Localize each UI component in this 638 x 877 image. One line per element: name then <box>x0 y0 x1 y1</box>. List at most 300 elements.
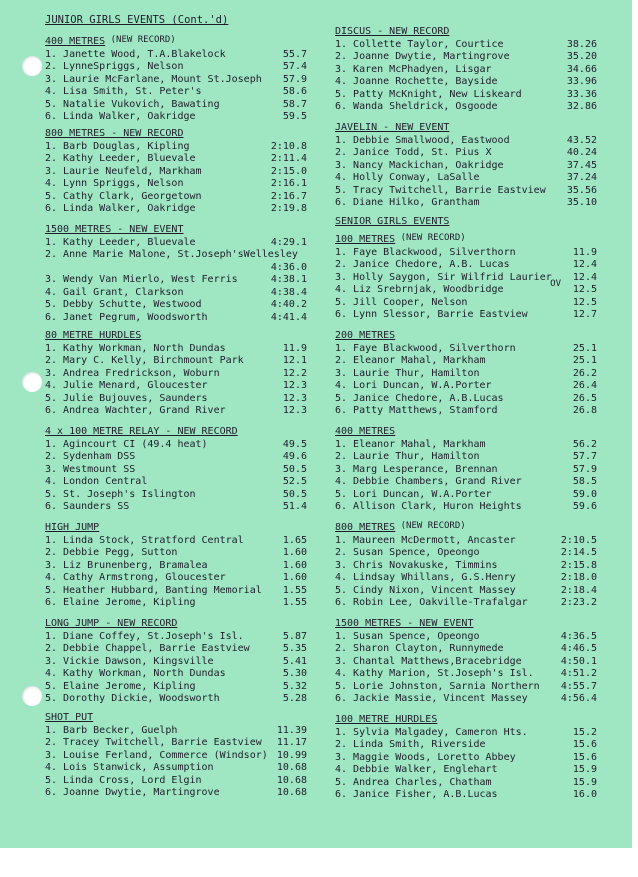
result-row <box>335 560 597 573</box>
event-title-text: DISCUS - NEW RECORD <box>335 26 450 37</box>
competitor-name: 1. Linda Stock, Stratford Central <box>45 534 244 546</box>
result-row <box>335 451 597 464</box>
event-title-text: 800 METRES <box>335 522 396 533</box>
result-row <box>45 597 307 610</box>
event-title-text: 1500 METRES - NEW EVENT <box>335 618 474 629</box>
result-row <box>335 39 597 52</box>
result-row <box>335 284 597 297</box>
result-mark: 12.4 <box>572 259 597 270</box>
competitor-name: 5. Lori Duncan, W.A.Porter <box>335 488 492 500</box>
competitor-name: 1. Kathy Workman, North Dundas <box>45 342 226 354</box>
result-row <box>45 572 307 585</box>
event-title-text: 400 METRES <box>335 426 396 437</box>
event-title-text: 400 METRES <box>45 36 106 47</box>
result-row <box>45 476 307 489</box>
competitor-name: 1. Susan Spence, Opeongo <box>335 630 480 642</box>
competitor-name: 5. Andrea Charles, Chatham <box>335 776 492 788</box>
competitor-name: 2. Joanne Dwytie, Martingrove <box>335 51 510 62</box>
result-mark: 10.68 <box>276 774 307 786</box>
competitor-name: 1. Collette Taylor, Courtice <box>335 38 504 50</box>
result-row <box>45 656 307 669</box>
result-row <box>45 203 307 216</box>
event-title-text: 4 x 100 METRE RELAY - NEW RECORD <box>45 426 238 437</box>
result-mark: 2:11.4 <box>270 153 307 164</box>
result-row <box>335 547 597 560</box>
result-row <box>335 393 597 406</box>
event-title-text: 200 METRES <box>335 330 396 341</box>
result-mark: 10.68 <box>276 762 307 773</box>
result-row <box>335 197 597 210</box>
result-mark: 4:55.7 <box>560 680 597 692</box>
result-row <box>335 160 597 173</box>
competitor-name: 6. Wanda Sheldrick, Osgoode <box>335 101 498 112</box>
result-mark: 10.99 <box>276 749 307 761</box>
result-row <box>45 166 307 179</box>
result-mark: 11.9 <box>282 342 307 354</box>
competitor-name: 3. Laurie McFarlane, Mount St.Joseph <box>45 73 262 85</box>
result-row <box>45 725 307 738</box>
event-title-text: 100 METRES <box>335 234 396 245</box>
result-row <box>45 405 307 418</box>
result-row <box>45 631 307 644</box>
result-mark: 5.30 <box>282 668 307 679</box>
result-row <box>335 476 597 489</box>
result-row <box>335 355 597 368</box>
result-row <box>45 61 307 74</box>
result-mark: 43.52 <box>566 134 597 146</box>
event-section <box>335 330 597 418</box>
result-mark: 16.0 <box>572 789 597 800</box>
result-row <box>335 147 597 160</box>
competitor-name: 4. Lindsay Whillans, G.S.Henry <box>335 572 516 583</box>
event-title <box>335 330 597 343</box>
competitor-name: 1. Diane Coffey, St.Joseph's Isl. <box>45 630 244 642</box>
competitor-name: 6. Andrea Wachter, Grand River <box>45 405 226 416</box>
competitor-name: 4. Kathy Marion, St.Joseph's Isl. <box>335 668 534 679</box>
competitor-name: 6. Janet Pegrum, Woodsworth <box>45 311 208 323</box>
result-mark: 11.9 <box>572 246 597 258</box>
competitor-name: 5. Dorothy Dickie, Woodsworth <box>45 693 220 704</box>
result-mark: 4:38.1 <box>270 274 307 285</box>
page-title: JUNIOR GIRLS EVENTS (Cont.'d) <box>45 14 229 26</box>
result-mark: 37.24 <box>566 172 597 183</box>
competitor-name: 3. Nancy Mackichan, Oakridge <box>335 159 504 171</box>
competitor-name: 5. Tracy Twitchell, Barrie Eastview <box>335 184 546 196</box>
result-mark: 59.6 <box>572 501 597 512</box>
result-row <box>335 101 597 114</box>
competitor-name: 1. Sylvia Malgadey, Cameron Hts. <box>335 726 528 738</box>
competitor-name: 6. Diane Hilko, Grantham <box>335 197 480 208</box>
event-title <box>45 618 307 631</box>
result-row <box>45 643 307 656</box>
competitor-name: 3. Karen McPhadyen, Lisgar <box>335 63 492 75</box>
result-row <box>335 439 597 452</box>
competitor-name: 4. Lisa Smith, St. Peter's <box>45 86 202 97</box>
result-mark: 40.24 <box>566 147 597 158</box>
competitor-name: 4. Gail Grant, Clarkson <box>45 286 184 298</box>
result-row <box>45 451 307 464</box>
competitor-name: 3. Vickie Dawson, Kingsville <box>45 655 214 667</box>
result-mark: 2:10.8 <box>270 140 307 152</box>
result-mark: 59.5 <box>282 111 307 122</box>
competitor-name: 2. Janice Todd, St. Pius X <box>335 147 492 158</box>
result-row <box>45 489 307 502</box>
event-title <box>45 522 307 535</box>
result-row <box>335 501 597 514</box>
record-note: (NEW RECORD) <box>395 521 466 531</box>
competitor-name: 5. Heather Hubbard, Banting Memorial <box>45 584 262 596</box>
result-row <box>335 297 597 310</box>
result-row <box>45 237 307 250</box>
result-mark: 26.2 <box>572 367 597 379</box>
result-mark: 12.3 <box>282 405 307 416</box>
result-row <box>335 309 597 322</box>
competitor-name: 3. Liz Brunenberg, Bramalea <box>45 559 208 571</box>
result-mark: 1.60 <box>282 559 307 571</box>
result-row <box>45 393 307 406</box>
competitor-name: 1. Janette Wood, T.A.Blakelock <box>45 48 226 60</box>
result-mark: 52.5 <box>282 476 307 487</box>
result-mark: 2:18.4 <box>560 584 597 596</box>
result-mark: 5.87 <box>282 630 307 642</box>
result-row <box>45 535 307 548</box>
result-mark: 1.60 <box>282 572 307 583</box>
event-title <box>45 712 307 725</box>
result-row <box>45 737 307 750</box>
competitor-name: 6. Patty Matthews, Stamford <box>335 405 498 416</box>
result-mark: 26.8 <box>572 405 597 416</box>
result-mark: 4:40.2 <box>270 299 307 310</box>
competitor-name: 2. Eleanor Mahal, Markham <box>335 355 486 366</box>
event-title-text: JAVELIN - NEW EVENT <box>335 122 450 133</box>
competitor-name: 3. Marg Lesperance, Brennan <box>335 463 498 475</box>
result-row <box>335 656 597 669</box>
event-title-text: SENIOR GIRLS EVENTS <box>335 216 450 227</box>
result-row <box>335 739 597 752</box>
result-row <box>45 668 307 681</box>
result-mark: 12.7 <box>572 309 597 320</box>
result-row <box>335 585 597 598</box>
event-title-text: 80 METRE HURDLES <box>45 330 142 341</box>
event-title <box>45 426 307 439</box>
result-mark: 2:23.2 <box>560 597 597 608</box>
competitor-name: 3. Andrea Fredrickson, Woburn <box>45 367 220 379</box>
event-title-text: 1500 METRES - NEW EVENT <box>45 224 184 235</box>
result-mark: 11.39 <box>276 724 307 736</box>
competitor-name: 3. Wendy Van Mierlo, West Ferris <box>45 274 238 285</box>
result-mark: 15.6 <box>572 751 597 763</box>
result-mark: 57.9 <box>572 463 597 475</box>
event-section <box>45 618 307 706</box>
result-mark: 26.5 <box>572 392 597 404</box>
result-mark: 57.7 <box>572 451 597 462</box>
competitor-name: 2. Kathy Leeder, Bluevale <box>45 153 196 164</box>
result-mark: 49.6 <box>282 451 307 462</box>
result-mark: 4:50.1 <box>560 655 597 667</box>
result-row <box>45 262 307 275</box>
row-note: OV <box>550 278 561 289</box>
result-mark: 15.6 <box>572 739 597 750</box>
result-mark: 5.32 <box>282 680 307 692</box>
competitor-name: 1. Maureen McDermott, Ancaster <box>335 534 516 546</box>
result-row <box>45 153 307 166</box>
result-mark: 5.35 <box>282 643 307 654</box>
competitor-name: 3. Laurie Neufeld, Markham <box>45 165 202 177</box>
result-mark: 4:36.0 <box>270 261 307 273</box>
result-row <box>335 681 597 694</box>
result-row <box>45 299 307 312</box>
result-mark: 49.5 <box>282 438 307 450</box>
result-row <box>335 89 597 102</box>
result-mark: 12.5 <box>572 284 597 295</box>
result-row <box>335 135 597 148</box>
result-row <box>45 355 307 368</box>
result-row <box>335 259 597 272</box>
event-title-text: HIGH JUMP <box>45 522 100 533</box>
result-row <box>335 572 597 585</box>
result-row <box>335 464 597 477</box>
competitor-name: 5. St. Joseph's Islington <box>45 488 196 500</box>
result-row <box>45 439 307 452</box>
result-row <box>45 178 307 191</box>
result-row <box>45 380 307 393</box>
competitor-name: 5. Cathy Clark, Georgetown <box>45 190 202 202</box>
result-mark: 25.1 <box>572 342 597 354</box>
result-mark: 55.7 <box>282 48 307 60</box>
competitor-name: 5. Lorie Johnston, Sarnia Northern <box>335 680 540 692</box>
result-mark: 56.2 <box>572 438 597 450</box>
competitor-name: 6. Saunders SS <box>45 501 130 512</box>
result-row <box>45 86 307 99</box>
result-mark: 51.4 <box>282 501 307 512</box>
group-heading <box>335 216 597 229</box>
result-row <box>335 727 597 740</box>
result-row <box>45 750 307 763</box>
result-mark: 38.26 <box>566 38 597 50</box>
result-mark: 2:16.1 <box>270 178 307 189</box>
result-row <box>335 247 597 260</box>
event-title <box>335 618 597 631</box>
event-section <box>335 216 597 229</box>
event-section <box>335 426 597 514</box>
competitor-name: 3. Westmount SS <box>45 463 136 475</box>
result-row <box>335 271 597 289</box>
competitor-name: 2. LynneSpriggs, Nelson <box>45 61 184 72</box>
result-row <box>45 274 307 287</box>
competitor-name: 5. Julie Bujouves, Saunders <box>45 392 208 404</box>
result-mark: 12.1 <box>282 355 307 366</box>
record-note: (NEW RECORD) <box>395 233 466 243</box>
competitor-name: 5. Elaine Jerome, Kipling <box>45 680 196 692</box>
result-mark: 35.56 <box>566 184 597 196</box>
event-section <box>45 330 307 418</box>
result-mark: 25.1 <box>572 355 597 366</box>
result-row <box>45 99 307 112</box>
event-title <box>45 224 307 237</box>
competitor-name: 6. Lynn Slessor, Barrie Eastview <box>335 309 528 320</box>
punch-hole <box>22 56 42 76</box>
event-section <box>335 122 597 210</box>
result-mark: 58.5 <box>572 476 597 487</box>
result-mark: 4:46.5 <box>560 643 597 654</box>
event-section <box>45 36 307 124</box>
event-title <box>45 128 307 141</box>
result-row <box>335 172 597 185</box>
result-mark: 1.65 <box>282 534 307 546</box>
event-section <box>335 522 597 610</box>
result-mark: 12.3 <box>282 392 307 404</box>
result-row <box>45 141 307 154</box>
event-section <box>45 712 307 800</box>
competitor-name: 4. Holly Conway, LaSalle <box>335 172 480 183</box>
result-row <box>335 764 597 777</box>
result-mark: 58.7 <box>282 98 307 110</box>
competitor-name: 2. Laurie Thur, Hamilton <box>335 451 480 462</box>
competitor-name: 5. Janice Chedore, A.B.Lucas <box>335 392 504 404</box>
result-row <box>335 597 597 610</box>
competitor-name: 6. Joanne Dwytie, Martingrove <box>45 787 220 798</box>
competitor-name: 3. Chantal Matthews,Bracebridge <box>335 655 522 667</box>
result-mark: 2:10.5 <box>560 534 597 546</box>
result-row <box>45 464 307 477</box>
event-section <box>45 522 307 610</box>
competitor-name: 2. Linda Smith, Riverside <box>335 739 486 750</box>
result-row <box>335 489 597 502</box>
competitor-name: 6. Elaine Jerome, Kipling <box>45 597 196 608</box>
event-title-text: 800 METRES - NEW RECORD <box>45 128 184 139</box>
punch-hole <box>22 686 42 706</box>
competitor-name: 3. Maggie Woods, Loretto Abbey <box>335 751 516 763</box>
result-mark: 4:29.1 <box>270 236 307 248</box>
result-mark: 12.2 <box>282 367 307 379</box>
competitor-name: 6. Linda Walker, Oakridge <box>45 203 196 214</box>
competitor-name: 1. Debbie Smallwood, Eastwood <box>335 134 510 146</box>
result-row <box>45 787 307 800</box>
result-row <box>335 380 597 393</box>
event-title <box>335 122 597 135</box>
competitor-name: 4. Julie Menard, Gloucester <box>45 380 208 391</box>
competitor-name: 3. Holly Saygon, Sir Wilfrid Laurier <box>335 271 552 283</box>
result-mark: 11.17 <box>276 737 307 748</box>
competitor-name: 5. Jill Cooper, Nelson <box>335 296 468 308</box>
event-title <box>335 426 597 439</box>
competitor-name: 4. Debbie Walker, Englehart <box>335 764 498 775</box>
competitor-name: 1. Faye Blackwood, Silverthorn <box>335 342 516 354</box>
result-mark: 1.55 <box>282 597 307 608</box>
competitor-name: 6. Janice Fisher, A.B.Lucas <box>335 789 498 800</box>
punch-hole <box>22 372 42 392</box>
result-mark: 2:19.8 <box>270 203 307 214</box>
result-row <box>335 343 597 356</box>
competitor-name: 3. Laurie Thur, Hamilton <box>335 367 480 379</box>
result-row <box>335 752 597 765</box>
result-row <box>335 405 597 418</box>
event-section <box>45 224 307 324</box>
competitor-name: 4. Liz Srebrnjak, Woodbridge <box>335 284 504 295</box>
competitor-name: 4. Lois Stanwick, Assumption <box>45 762 214 773</box>
event-title <box>335 234 597 247</box>
result-row <box>45 762 307 775</box>
result-row <box>45 775 307 788</box>
competitor-name: 2. Tracey Twitchell, Barrie Eastview <box>45 737 262 748</box>
competitor-name: 1. Faye Blackwood, Silverthorn <box>335 246 516 258</box>
competitor-name: 2. Susan Spence, Opeongo <box>335 547 480 558</box>
result-mark: 12.3 <box>282 380 307 391</box>
result-mark: 59.0 <box>572 488 597 500</box>
competitor-name: 4. Debbie Chambers, Grand River <box>335 476 522 487</box>
result-mark: 50.5 <box>282 463 307 475</box>
result-mark: 2:14.5 <box>560 547 597 558</box>
record-note: (NEW RECORD) <box>105 35 176 45</box>
result-mark: 57.9 <box>282 73 307 85</box>
result-mark: 57.4 <box>282 61 307 72</box>
result-mark: 50.5 <box>282 488 307 500</box>
competitor-name: 4. Cathy Armstrong, Gloucester <box>45 572 226 583</box>
result-mark: 4:51.2 <box>560 668 597 679</box>
result-mark: 2:15.8 <box>560 559 597 571</box>
result-mark: 4:38.4 <box>270 286 307 298</box>
competitor-name: 1. Kathy Leeder, Bluevale <box>45 236 196 248</box>
result-mark: 35.20 <box>566 51 597 62</box>
event-title-text: 100 METRE HURDLES <box>335 714 438 725</box>
competitor-name: 6. Jackie Massie, Vincent Massey <box>335 693 528 704</box>
result-row <box>45 74 307 87</box>
competitor-name: 1. Barb Douglas, Kipling <box>45 140 190 152</box>
result-row <box>45 547 307 560</box>
result-mark: 35.10 <box>566 197 597 208</box>
competitor-name: 2. Mary C. Kelly, Birchmount Park <box>45 355 244 366</box>
competitor-name: 5. Natalie Vukovich, Bawating <box>45 98 220 110</box>
event-title <box>45 36 307 49</box>
result-row <box>335 789 597 802</box>
competitor-name: 5. Patty McKnight, New Liskeard <box>335 88 522 100</box>
event-section <box>335 714 597 802</box>
event-section <box>335 618 597 706</box>
result-mark: 15.2 <box>572 726 597 738</box>
result-row <box>45 560 307 573</box>
competitor-name: 4. Kathy Workman, North Dundas <box>45 668 226 679</box>
competitor-name: 6. Robin Lee, Oakville-Trafalgar <box>335 597 528 608</box>
competitor-name: 2. Janice Chedore, A.B. Lucas <box>335 259 510 270</box>
result-mark: 1.55 <box>282 584 307 596</box>
result-mark: 12.5 <box>572 296 597 308</box>
event-section <box>45 426 307 514</box>
competitor-name: 2. Sharon Clayton, Runnymede <box>335 643 504 654</box>
result-mark: 33.36 <box>566 88 597 100</box>
competitor-name: 1. Barb Becker, Guelph <box>45 724 178 736</box>
result-mark: 15.9 <box>572 776 597 788</box>
event-title-text: LONG JUMP - NEW RECORD <box>45 618 178 629</box>
competitor-name: 2. Debbie Pegg, Sutton <box>45 547 178 558</box>
result-mark: 5.28 <box>282 693 307 704</box>
result-row <box>45 343 307 356</box>
competitor-name: 4. Lori Duncan, W.A.Porter <box>335 380 492 391</box>
result-mark: 37.45 <box>566 159 597 171</box>
competitor-name: 6. Allison Clark, Huron Heights <box>335 501 522 512</box>
result-row <box>45 312 307 325</box>
result-row <box>335 668 597 681</box>
result-mark: 26.4 <box>572 380 597 391</box>
event-title <box>335 522 597 535</box>
result-mark: 4:56.4 <box>560 693 597 704</box>
result-mark: 1.60 <box>282 547 307 558</box>
competitor-name: 3. Louise Ferland, Commerce (Windsor) <box>45 749 268 761</box>
event-title <box>335 26 597 39</box>
event-section <box>45 128 307 216</box>
event-title <box>45 330 307 343</box>
result-row <box>45 693 307 706</box>
result-row <box>335 535 597 548</box>
